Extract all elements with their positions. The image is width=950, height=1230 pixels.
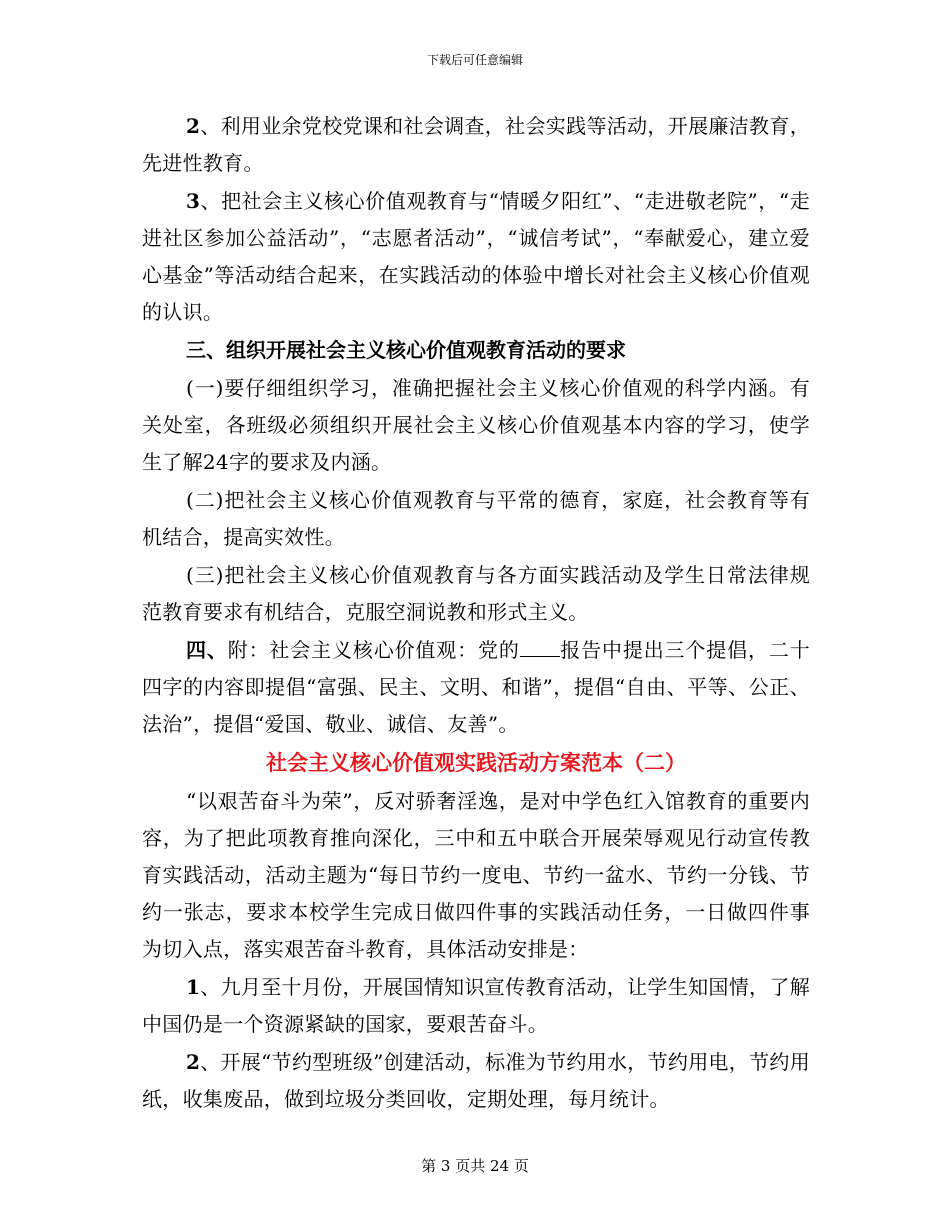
requirement-item-3: (三)把社会主义核心价值观教育与各方面实践活动及学生日常法律规范教育要求有机结合，克服空洞说教和形式主义。 xyxy=(142,563,810,624)
blank-underline xyxy=(520,638,560,657)
document-title-red: 社会主义核心价值观实践活动方案范本（二） xyxy=(266,750,686,775)
section-4-appendix xyxy=(142,632,810,743)
document-body xyxy=(142,108,810,1119)
item-number: 2 xyxy=(186,114,201,138)
plan-step-2 xyxy=(142,1044,810,1118)
section-4-text-a: 附：社会主义核心价值观：党的 xyxy=(227,638,520,662)
requirement-item-2: (二)把社会主义核心价值观教育与平常的德育，家庭，社会教育等有机结合，提高实效性。 xyxy=(142,488,810,549)
item-number: 2 xyxy=(186,1050,201,1074)
paragraph-text: 、利用业余党校党课和社会调查，社会实践等活动，开展廉洁教育，先进性教育。 xyxy=(142,114,810,175)
requirement-item-1: (一)要仔细组织学习，准确把握社会主义核心价值观的科学内涵。有关处室，各班级必须组织开展社会主义核心价值观基本内容的学习，使学生了解24字的要求及内涵。 xyxy=(142,376,810,474)
paragraph-text: 、把社会主义核心价值观教育与“情暖夕阳红”、“走进敬老院”，“走进社区参加公益活动”，“志愿者活动”，“诚信考试”，“奉献爱心，建立爱心基金”等活动结合起来，在实践活动的体验中增长对社会主义核心价值观的认识。 xyxy=(142,189,810,324)
paragraph-text: 、开展“节约型班级”创建活动，标准为节约用水，节约用电，节约用纸，收集废品，做到垃圾分类回收，定期处理，每月统计。 xyxy=(142,1050,810,1111)
paragraph-item-2 xyxy=(142,108,810,182)
page-footer: 第 3 页共 24 页 xyxy=(421,1157,529,1175)
section-4-label: 四、 xyxy=(186,638,228,662)
section-heading-3: 三、组织开展社会主义核心价值观教育活动的要求 xyxy=(186,338,626,362)
plan-step-1 xyxy=(142,969,810,1043)
plan-intro: “以艰苦奋斗为荣”，反对骄奢淫逸，是对中学色红入馆教育的重要内容，为了把此项教育推向深化，三中和五中联合开展荣辱观见行动宣传教育实践活动，活动主题为“每日节约一度电、节约一盆水、节约一分钱、节约一张志，要求本校学生完成日做四件事的实践活动任务，一日做四件事为切入点，落实艰苦奋斗教育，具体活动安排是： xyxy=(142,789,810,961)
page-header: 下载后可任意编辑 xyxy=(426,53,523,67)
item-number: 1 xyxy=(186,975,201,999)
item-number: 3 xyxy=(186,189,201,213)
section-4-text-b: 报告中提出三个提倡，二十四字的内容即提倡“富强、民主、文明、和谐”，提倡“自由、平等、公正、法治”，提倡“爱国、敬业、诚信、友善”。 xyxy=(142,638,810,736)
paragraph-item-3 xyxy=(142,183,810,331)
paragraph-text: 、九月至十月份，开展国情知识宣传教育活动，让学生知国情，了解中国仍是一个资源紧缺的国家，要艰苦奋斗。 xyxy=(142,975,810,1036)
